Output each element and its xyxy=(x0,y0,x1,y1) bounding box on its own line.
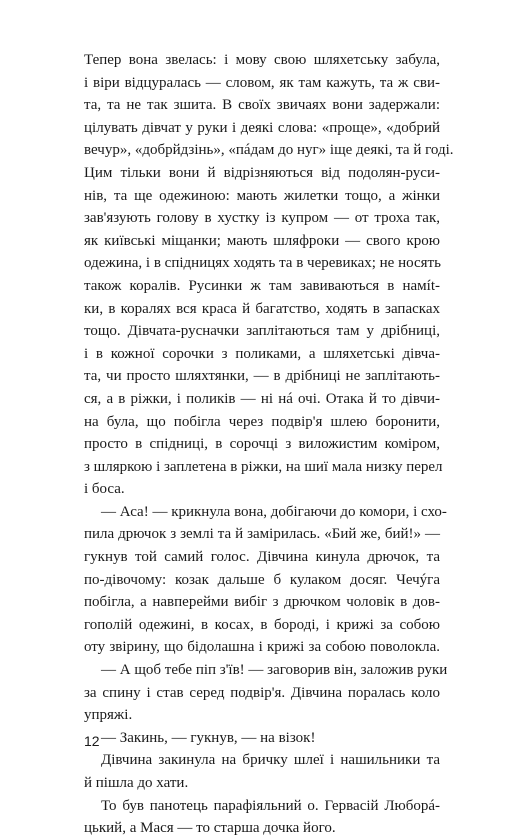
text-line: тощо. Дівчата-русначки заплітаються там у дрібниці, xyxy=(84,323,440,340)
text-line: гополій одежині, в косах, в бороді, і крижі за собою xyxy=(84,616,440,633)
text-line: — Аса! — крикнула вона, добігаючи до комори, і схо- xyxy=(101,503,447,520)
text-line: і боса. xyxy=(84,481,125,498)
text-line: і віри відцуралась — словом, як там кажуть, та ж сви- xyxy=(84,74,440,91)
text-line: То був панотець парафіяльний о. Гервасій Люборá- xyxy=(101,797,440,814)
text-line: Дівчина закинула на бричку шлеї і нашильники та xyxy=(101,752,440,769)
text-line: Цим тільки вони й відрізняються від подолян-руси- xyxy=(84,164,440,181)
text-line: й пішла до хати. xyxy=(84,775,189,791)
text-line: за спину і став серед подвір'я. Дівчина поралась коло xyxy=(84,684,440,701)
text-line: побігла, а навперейми вибіг з дрючком чоловік в дов- xyxy=(84,594,440,611)
text-line: на була, що побігла через подвір'я шлею боронити, xyxy=(84,413,440,430)
text-line: одежина, і в спідницях ходять та в черевиках; не носять xyxy=(84,255,441,272)
text-line: ся, а в ріжки, і поликів — ні нá очі. Отака й то дівчи- xyxy=(84,390,440,407)
text-line: з шляркою і заплетена в ріжки, на шиї мала низку перел xyxy=(84,458,443,475)
text-line: — А щоб тебе піп з'їв! — заговорив він, заложив руки xyxy=(101,662,448,679)
text-line: вечур», «добрйдзінь», «пáдам до нуг» іще деякі, та й годі. xyxy=(84,142,454,159)
text-line: як київські міщанки; мають шляфроки — свого крою xyxy=(84,232,440,249)
text-line: цький, а Мася — то старша дочка його. xyxy=(84,820,336,837)
text-line: також коралів. Русинки ж там завиваються в намít- xyxy=(84,277,440,294)
text-block xyxy=(84,49,454,840)
text-line: просто в спідниці, в сорочці з виложистим коміром, xyxy=(84,436,440,453)
text-line: по-дівочому: козак дальше б кулаком досяг. Чечýга xyxy=(84,571,440,588)
text-line: Тепер вона звелась: і мову свою шляхетську забула, xyxy=(84,52,440,68)
text-line: та, чи просто шляхтянки, — в дрібниці не заплітають- xyxy=(84,368,440,385)
page-number: 12 xyxy=(84,733,100,749)
text-line: гукнув той самий голос. Дівчина кинула дрючок, та xyxy=(84,549,440,566)
text-line: пила дрючок з землі та й замірилась. «Бий же, бий!» — xyxy=(84,526,440,543)
text-line: оту звірину, що бідолашна і крижі за собою поволокла. xyxy=(84,639,440,656)
text-line: і в кожної сорочки з поликами, а шляхетські дівча- xyxy=(84,345,440,362)
text-line: та, та не так зшита. В своїх звичаях вони задержали: xyxy=(84,97,440,114)
text-line: цілувать дівчат у руки і деякі слова: «проще», «добрий xyxy=(84,119,440,136)
text-line: ки, в коралях вся краса й багатство, ходять в запасках xyxy=(84,300,440,317)
text-line: упряжі. xyxy=(84,707,133,724)
text-line: — Закинь, — гукнув, — на візок! xyxy=(101,729,316,746)
text-line: нів, та ще одежиною: мають жилетки тощо, а жінки xyxy=(84,187,440,204)
text-line: зав'язують голову в хустку із купром — от троха так, xyxy=(84,210,440,227)
